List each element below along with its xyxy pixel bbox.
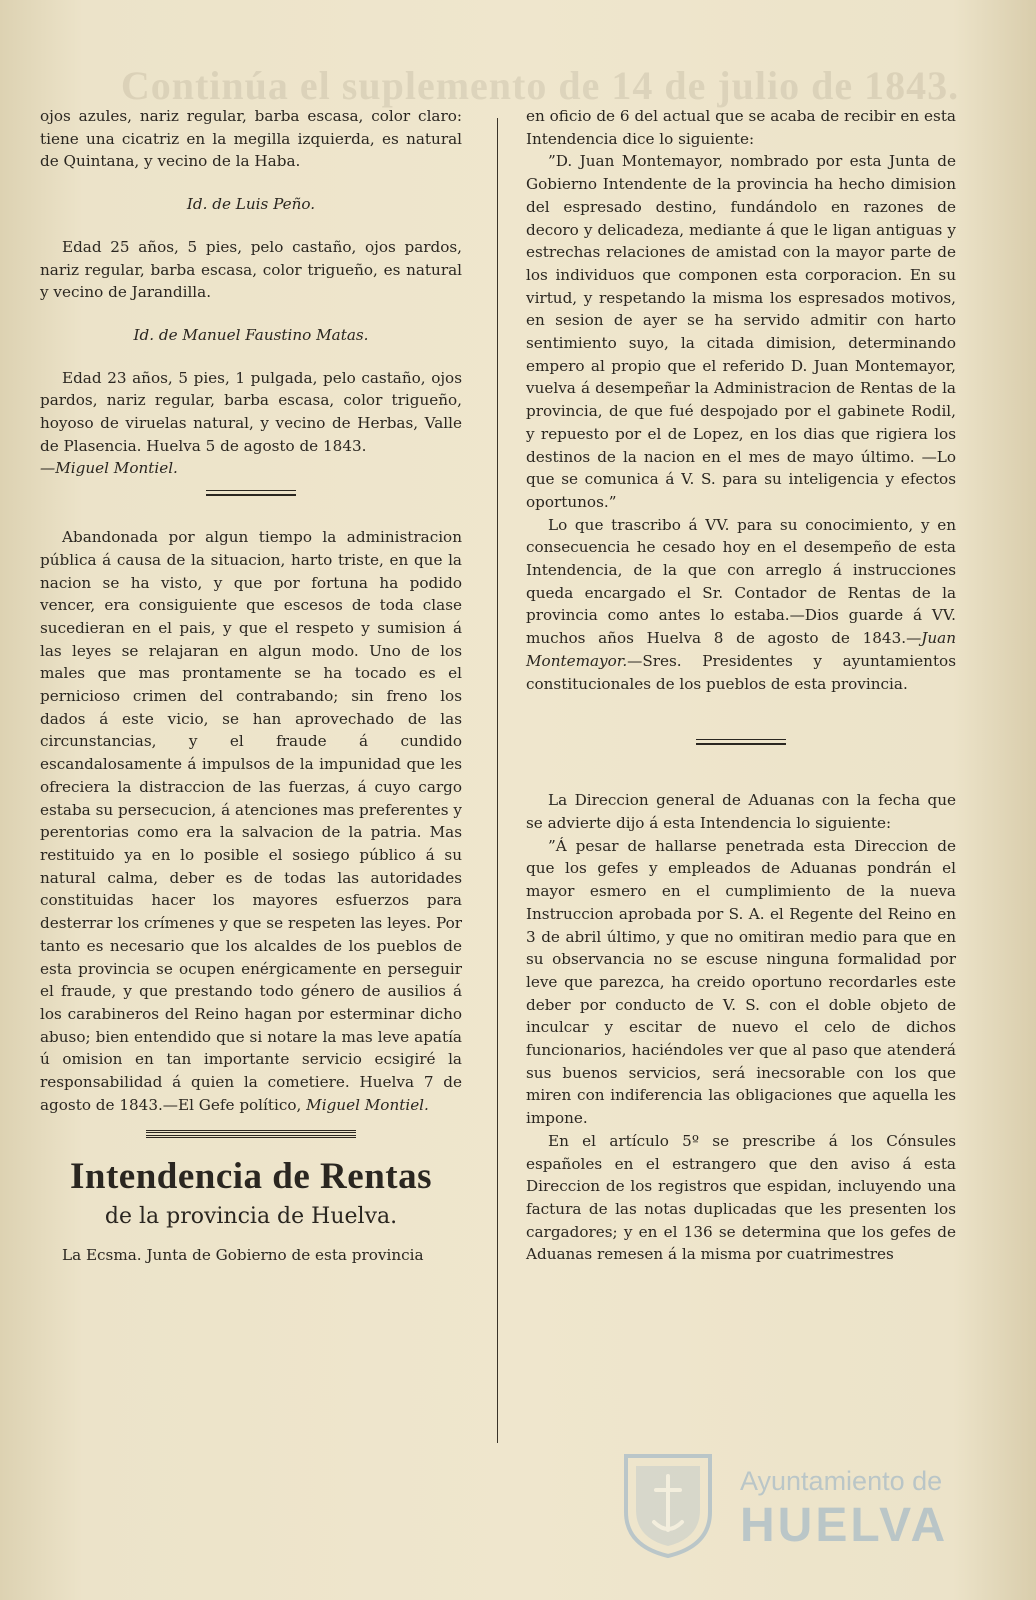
aduanas-quoted-letter: ”Á pesar de hallarse penetrada esta Direccion de que los gefes y empleados de Aduanas pondrán el mayor esmero en el cumplimiento de la nueva Instruccion aprobada por S. A. el Regente del Reino en 3 de abril último, y que no omitiran medio para que en su observancia no se escuse ninguna formalidad por leve que parezca, ha creido oportuno recordarles este deber por conducto de V. S. con el doble objeto de inculcar y escitar de nuevo el celo de dichos funcionarios, haciéndoles ver que al paso que atenderá sus buenos servicios, será inecsorable con los que miren con indiferencia las obligaciones que aquella les impone. — [526, 836, 956, 1128]
section-subheadline: de la provincia de Huelva. — [104, 1204, 398, 1230]
aduanas-notice-intro: La Direccion general de Aduanas con la fecha que se advierte dijo á esta Intendencia lo siguiente: — [526, 791, 956, 832]
description-continuation: ojos azules, nariz regular, barba escasa, color claro: tiene una cicatriz en la megilla izquierda, es natural de Quintana, y vecino de la Haba. — [40, 107, 462, 171]
caption-luis-peno: Id. de Luis Peño. — [186, 195, 316, 214]
section-divider-2 — [146, 1130, 356, 1138]
watermark-line-2: HUELVA — [740, 1499, 949, 1552]
transcription-text: Lo que trascribo á VV. para su conocimiento, y en consecuencia he cesado hoy en el desempeño de esta Intendencia, de la que con arreglo á instrucciones queda encargado el Sr. Contador de Rentas de la provincia como antes lo estaba.—Dios guarde á VV. muchos años Huelva 8 de agosto de 1843.— — [526, 515, 956, 648]
city-shield-icon — [618, 1450, 718, 1560]
signature-miguel-montiel-2: Miguel Montiel. — [306, 1095, 429, 1114]
description-luis-peno: Edad 25 años, 5 pies, pelo castaño, ojos pardos, nariz regular, barba escasa, color trigueño, es natural y vecino de Jarandilla. — [40, 237, 462, 302]
bleed-through-heading: Continúa el suplemento de 14 de julio de 1843. — [120, 63, 960, 108]
section-divider-3 — [696, 739, 786, 745]
watermark-line-1: Ayuntamiento de — [740, 1466, 943, 1496]
junta-notice-continuation: en oficio de 6 del actual que se acaba de recibir en esta Intendencia dice lo siguiente: — [526, 107, 956, 148]
right-column — [526, 105, 956, 1266]
signature-juan-montemayor: Juan Montemayor. — [526, 629, 956, 670]
signature-miguel-montiel-1: —Miguel Montiel. — [40, 459, 178, 478]
section-headline: Intendencia de Rentas — [69, 1156, 433, 1198]
left-column — [40, 105, 462, 1267]
column-rule — [497, 118, 498, 1443]
archive-watermark — [600, 1450, 1020, 1560]
section-divider-1 — [206, 490, 296, 496]
junta-quoted-letter: ”D. Juan Montemayor, nombrado por esta Junta de Gobierno Intendente de la provincia ha hecho dimision del espresado destino, fundándolo en razones de decoro y delicadeza, mediante á que le ligan antiguas y estrechas relaciones de amistad con la mayor parte de los individuos que componen esta corporacion. En su virtud, y respetando la misma los espresados motivos, en sesion de ayer se ha servido admitir con harto sentimiento suyo, la citada dimision, determinando empero al propio que el referido D. Juan Montemayor, vuelva á desempeñar la Administracion de Rentas de la provincia, de que fué despojado por el gabinete Rodil, y repuesto por el de Lopez, en los dias que rigiera los destinos de la nacion en el mes de mayo último. —Lo que se comunica á V. S. para su inteligencia y efectos oportunos.” — [526, 152, 956, 511]
description-manuel-matas: Edad 23 años, 5 pies, 1 pulgada, pelo castaño, ojos pardos, nariz regular, barba escasa, color trigueño, hoyoso de viruelas natural, y vecino de Herbas, Valle de Plasencia. Huelva 5 de agosto de 1843. — [40, 368, 462, 455]
caption-manuel-matas: Id. de Manuel Faustino Matas. — [133, 325, 369, 344]
intendencia-transcription — [526, 514, 956, 696]
transcription-addressees: —Sres. Presidentes y ayuntamientos constitucionales de los pueblos de esta provincia. — [526, 651, 956, 693]
aduanas-article-5: En el artículo 5º se prescribe á los Cónsules españoles en el estrangero que den aviso á esta Direccion de los registros que espidan, incluyendo una factura de las notas duplicadas que les presenten los cargadores; y en el 136 se determina que los gefes de Aduanas remesen á la misma por cuatrimestres — [526, 1131, 956, 1264]
junta-notice-start: La Ecsma. Junta de Gobierno de esta provincia — [62, 1246, 424, 1265]
notice-contraband-text: Abandonada por algun tiempo la administracion pública á causa de la situacion, harto triste, en que la nacion se ha visto, y que por fortuna ha podido vencer, era consiguiente que escesos de toda clase sucedieran en el pais, y que el respeto y sumision á las leyes se relajaran en algun modo. Uno de los males que mas prontamente se ha tocado es el pernicioso crimen del contrabando; sin freno los dados á este vicio, se han aprovechado de las circunstancias, y el fraude á cundido escandalosamente á impulsos de la impunidad que les ofreciera la distraccion de las fuerzas, á cuyo cargo estaba su persecucion, á atenciones mas preferentes y perentorias como era la salvacion de la patria. Mas restituido ya en lo posible el sosiego público á su natural calma, deber es de todas las autoridades constituidas hacer los mayores esfuerzos para desterrar los crímenes y que se respeten las leyes. Por tanto es necesario que los alcaldes de los pueblos de esta provincia se ocupen enérgicamente en perseguir el fraude, y que prestando todo género de ausilios á los carabineros del Reino hagan por esterminar dicho abuso; bien entendido que si notare la mas leve apatía ú omision en tan importante servicio ecsigiré la responsabilidad á quien la cometiere. Huelva 7 de agosto de 1843.—El Gefe político, — [40, 528, 462, 1114]
notice-contraband — [40, 526, 462, 1116]
